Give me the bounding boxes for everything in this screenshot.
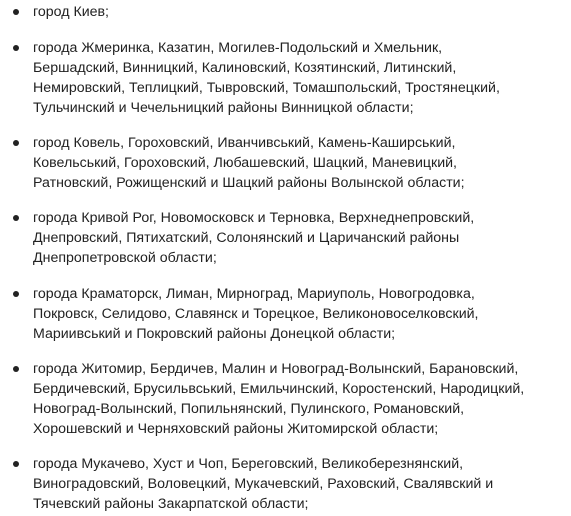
list-item-line: Тячевский районы Закарпатской области; <box>33 496 309 512</box>
list-item-line: Новоград-Волынский, Попильнянский, Пулинского, Романовский, <box>33 401 465 417</box>
list-item-line: город Киев; <box>33 4 110 20</box>
list-item-line: города Кривой Рог, Новомосковск и Терновка, Верхнеднепровский, <box>33 210 475 226</box>
bullet-icon <box>13 366 19 372</box>
list-item-line: Виноградовский, Воловецкий, Мукачевский, Раховский, Свалявский и <box>33 476 494 492</box>
list-item-line: Днепровский, Пятихатский, Солонянский и Царичанский районы <box>33 230 460 246</box>
list-item-line: города Краматорск, Лиман, Мирноград, Мариуполь, Новогродовка, <box>33 286 475 302</box>
list-item-line: города Жмеринка, Казатин, Могилев-Подольский и Хмельник, <box>33 40 443 56</box>
list-item-line: Тульчинский и Чечельницкий районы Винницкой области; <box>33 100 414 116</box>
bullet-icon <box>13 291 19 297</box>
bullet-icon <box>13 45 19 51</box>
list-item-line: Покровск, Селидово, Славянск и Торецкое, Великоновоселковский, <box>33 306 479 322</box>
list-item-line: город Ковель, Гороховский, Иванчивський, Камень-Каширський, <box>33 135 456 151</box>
list-item-line: Ковельський, Гороховский, Любашевский, Шацкий, Маневицкий, <box>33 155 457 171</box>
list-item-line: Хорошевский и Черняховский районы Житомирской области; <box>33 421 439 437</box>
list-item-line: Мариивський и Покровский районы Донецкой области; <box>33 326 396 342</box>
list-item-line: Бершадский, Винницкий, Калиновский, Козятинский, Литинский, <box>33 60 457 76</box>
bullet-icon <box>13 461 19 467</box>
bullet-icon <box>13 215 19 221</box>
list-item-line: Бердичевский, Брусильвський, Емильчинский, Коростенский, Народицкий, <box>33 381 525 397</box>
bullet-icon <box>13 140 19 146</box>
list-item-line: Ратновский, Рожищенский и Шацкий районы Волынской области; <box>33 175 465 191</box>
bullet-icon <box>13 9 19 15</box>
list-item-line: Немировский, Теплицкий, Тывровский, Томашпольский, Тростянецкий, <box>33 80 500 96</box>
list-item-line: Днепропетровской области; <box>33 250 217 266</box>
list-item-line: города Житомир, Бердичев, Малин и Новоград-Волынский, Барановский, <box>33 361 519 377</box>
list-item-line: города Мукачево, Хуст и Чоп, Береговский, Великоберезнянский, <box>33 456 464 472</box>
